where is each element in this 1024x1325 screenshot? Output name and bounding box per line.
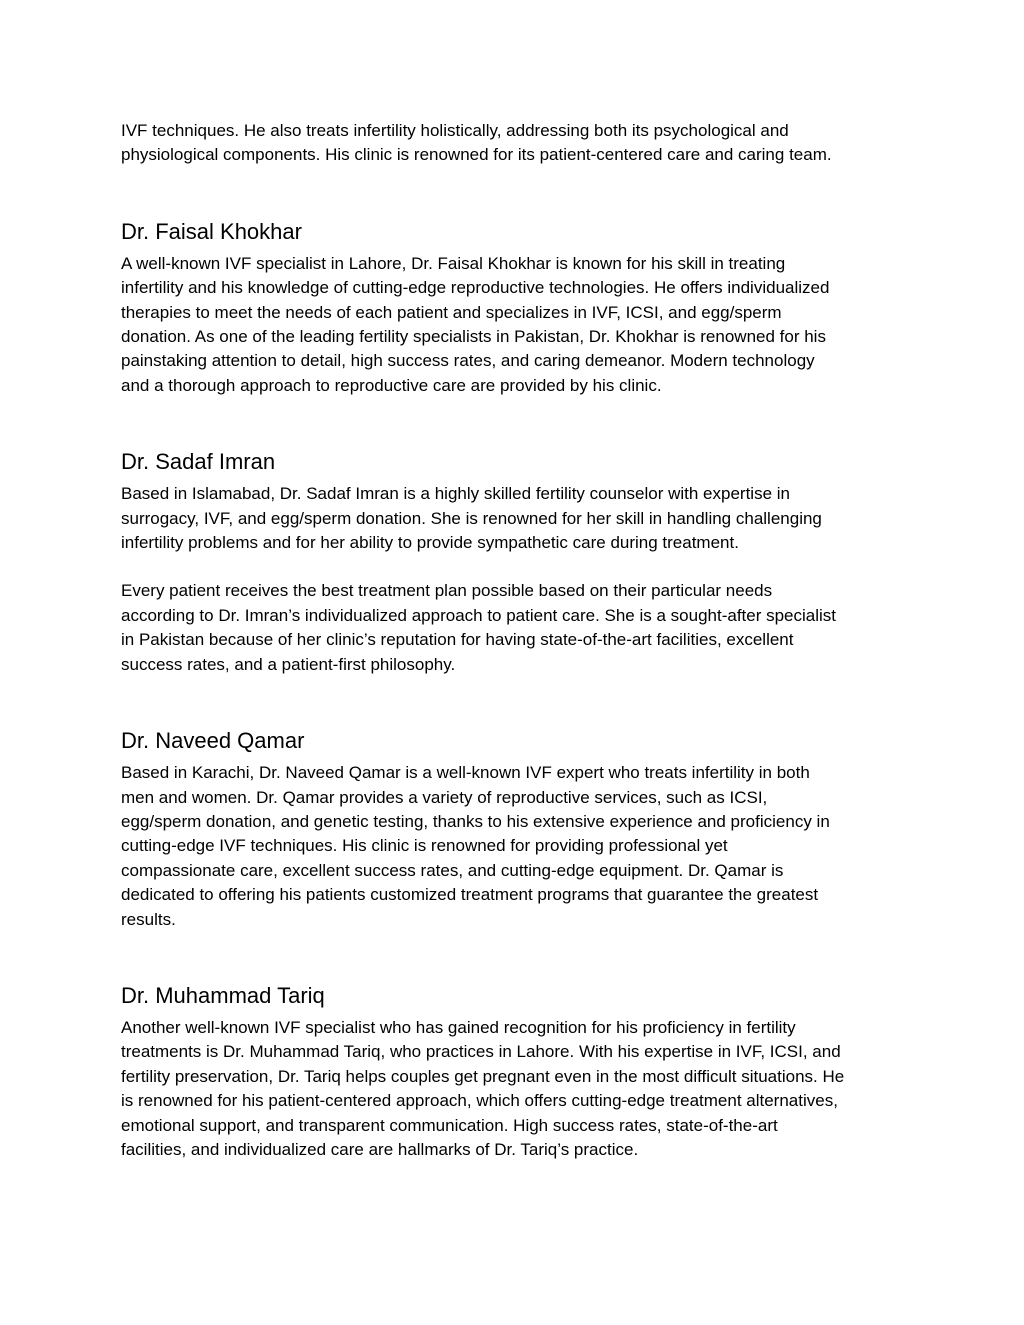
section-heading: Dr. Sadaf Imran (121, 449, 276, 475)
section-heading: Dr. Faisal Khokhar (121, 218, 302, 244)
section-sadaf-imran (121, 448, 911, 677)
section-paragraph: Every patient receives the best treatment plan possible based on their particular needs according to Dr. Imran’s individualized approach to patient care. She is a sought-after specialist in Pakistan because of her clinic’s reputation for having state-of-the-art facilities, excellent success rates, and a patient-first philosophy. (121, 581, 837, 674)
intro-paragraph: IVF techniques. He also treats infertility holistically, addressing both its psychological and physiological components. His clinic is renowned for its patient-centered care and caring team. (121, 121, 832, 165)
section-heading: Dr. Naveed Qamar (121, 728, 305, 754)
section-paragraph: Based in Islamabad, Dr. Sadaf Imran is a highly skilled fertility counselor with expertise in surrogacy, IVF, and egg/sperm donation. She is renowned for her skill in handling challenging infertility problems and for her ability to provide sympathetic care during treatment. (121, 484, 822, 553)
section-heading: Dr. Muhammad Tariq (121, 982, 325, 1008)
section-naveed-qamar (121, 727, 911, 932)
section-paragraph: A well-known IVF specialist in Lahore, Dr. Faisal Khokhar is known for his skill in treating infertility and his knowledge of cutting-edge reproductive technologies. He offers individualized therapies to meet the needs of each patient and specializes in IVF, ICSI, and egg/sperm donation. As one of the leading fertility specialists in Pakistan, Dr. Khokhar is renowned for his painstaking attention to detail, high success rates, and caring demeanor. Modern technology and a thorough approach to reproductive care are provided by his clinic. (121, 253, 830, 395)
section-faisal-khokhar (121, 218, 911, 398)
document-page (121, 119, 911, 1162)
section-muhammad-tariq (121, 982, 911, 1162)
section-paragraph: Based in Karachi, Dr. Naveed Qamar is a well-known IVF expert who treats infertility in both men and women. Dr. Qamar provides a variety of reproductive services, such as ICSI, egg/sperm donation, and genetic testing, thanks to his extensive experience and proficiency in cutting-edge IVF techniques. His clinic is renowned for providing professional yet compassionate care, excellent success rates, and cutting-edge equipment. Dr. Qamar is dedicated to offering his patients customized treatment programs that guarantee the greatest results. (121, 763, 830, 929)
section-paragraph: Another well-known IVF specialist who has gained recognition for his proficiency in fertility treatments is Dr. Muhammad Tariq, who practices in Lahore. With his expertise in IVF, ICSI, and fertility preservation, Dr. Tariq helps couples get pregnant even in the most difficult situations. He is renowned for his patient-centered approach, which offers cutting-edge treatment alternatives, emotional support, and transparent communication. High success rates, state-of-the-art facilities, and individualized care are hallmarks of Dr. Tariq’s practice. (121, 1017, 845, 1159)
